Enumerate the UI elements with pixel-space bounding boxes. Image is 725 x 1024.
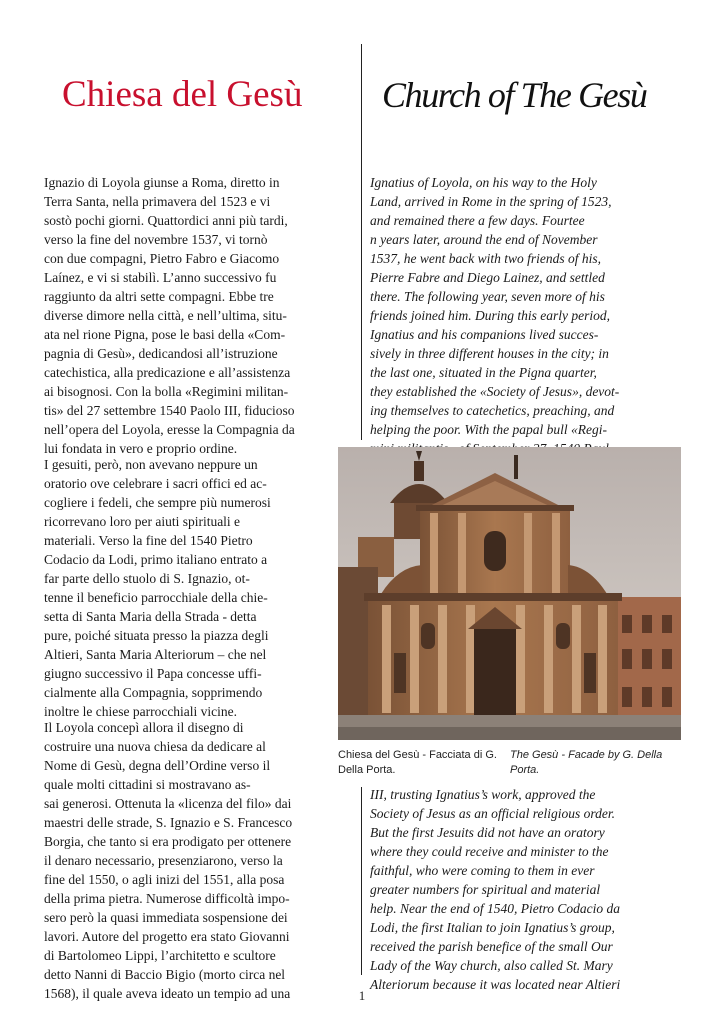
photo-caption-italian: Chiesa del Gesù - Facciata di G. Della Porta. <box>338 749 497 776</box>
english-text-top <box>370 173 680 458</box>
text-line: Land, arrived in Rome in the spring of 1523, <box>370 194 612 209</box>
text-line: they established the «Society of Jesus», devot- <box>370 384 620 399</box>
text-line: ai bisognosi. Con la bolla «Regimini militan- <box>44 384 289 399</box>
text-line: far parte dello stuolo di S. Ignazio, ot- <box>44 571 250 586</box>
text-line: ing themselves to catechetics, preaching, and <box>370 403 615 418</box>
text-line: raggiunto da altri sette compagni. Ebbe tre <box>44 289 274 304</box>
text-line: detto Nanni di Baccio Bigio (morto circa nel <box>44 967 286 982</box>
text-line: pagnia di Gesù», dedicandosi all’istruzione <box>44 346 278 361</box>
text-line: n years later, around the end of November <box>370 232 598 247</box>
text-line: faithful, who were coming to them in ever <box>370 863 595 878</box>
text-line: Borgia, che tanto si era prodigato per ottenere <box>44 834 292 849</box>
text-line: costruire una nuova chiesa da dedicare al <box>44 739 266 754</box>
text-line: received the parish benefice of the small Our <box>370 939 613 954</box>
text-line: fine del 1550, o agli inizi del 1551, alla posa <box>44 872 285 887</box>
text-line: lui fondata in vero e proprio ordine. <box>44 441 238 456</box>
text-line: Ignazio di Loyola giunse a Roma, diretto in <box>44 175 280 190</box>
text-line: 1537, he went back with two friends of his, <box>370 251 601 266</box>
text-line: della prima pietra. Numerose difficoltà impo- <box>44 891 290 906</box>
text-line: tenne il beneficio parrocchiale della chie- <box>44 590 268 605</box>
text-line: Ignatius and his companions lived succes- <box>370 327 599 342</box>
text-line: sostò pochi giorni. Quattordici anni più tardi, <box>44 213 288 228</box>
text-line: I gesuiti, però, non avevano neppure un <box>44 457 258 472</box>
text-line: Ignatius of Loyola, on his way to the Holy <box>370 175 597 190</box>
column-divider-bottom <box>361 787 362 975</box>
text-line: Alteriorum because it was located near Altieri <box>370 977 621 992</box>
text-line: and remained there a few days. Fourtee <box>370 213 585 228</box>
text-line: Il Loyola concepì allora il disegno di <box>44 720 244 735</box>
text-line: Codacio da Lodi, primo italiano entrato a <box>44 552 268 567</box>
text-line: But the first Jesuits did not have an oratory <box>370 825 605 840</box>
text-line: oratorio ove celebrare i sacri offici ed ac- <box>44 476 267 491</box>
text-line: ricorrevano loro per aiuti spirituali e <box>44 514 241 529</box>
text-line: Lady of the Way church, also called St. Mary <box>370 958 613 973</box>
text-line: friends joined him. During this early period, <box>370 308 610 323</box>
text-line: Pierre Fabre and Diego Lainez, and settled <box>370 270 605 285</box>
photo-caption-english: The Gesù - Facade by G. Della Porta. <box>510 749 663 776</box>
text-line: catechistica, alla predicazione e all’assistenza <box>44 365 291 380</box>
text-line: cialmente alla Compagnia, sopprimendo <box>44 685 263 700</box>
text-line: Altieri, Santa Maria Alteriorum – che nel <box>44 647 267 662</box>
church-facade-photo <box>338 447 681 740</box>
text-line: there. The following year, seven more of his <box>370 289 605 304</box>
title-italian: Chiesa del Gesù <box>62 74 303 115</box>
text-line: setta di Santa Maria della Strada - detta <box>44 609 257 624</box>
text-line: sai generosi. Ottenuta la «licenza del filo» dai <box>44 796 292 811</box>
text-line: verso la fine del novembre 1537, vi tornò <box>44 232 268 247</box>
italian-paragraph-3 <box>44 718 356 1003</box>
text-line: lavori. Autore del progetto era stato Giovanni <box>44 929 290 944</box>
text-line: III, trusting Ignatius’s work, approved the <box>370 787 596 802</box>
text-line: Lodi, the first Italian to join Ignatius’s group, <box>370 920 615 935</box>
text-line: ata nel rione Pigna, pose le basi della «Com- <box>44 327 286 342</box>
italian-paragraph-1 <box>44 173 356 458</box>
column-divider-top <box>361 44 362 440</box>
text-line: sero però la quasi immediata sospensione dei <box>44 910 288 925</box>
text-line: 1568), il quale aveva ideato un tempio ad una <box>44 986 291 1001</box>
text-line: cogliere i fedeli, che sempre più numerosi <box>44 495 271 510</box>
text-line: diverse dimore nella città, e nell’ultima, situ- <box>44 308 287 323</box>
text-line: pure, poiché situata presso la piazza degli <box>44 628 269 643</box>
text-line: con due compagni, Pietro Fabro e Giacomo <box>44 251 280 266</box>
text-line: the last one, situated in the Pigna quarter, <box>370 365 597 380</box>
text-line: Society of Jesus as an official religious order. <box>370 806 615 821</box>
text-line: di Bartolomeo Lippi, l’architetto e scultore <box>44 948 276 963</box>
italian-paragraph-2 <box>44 455 356 721</box>
text-line: greater numbers for spiritual and material <box>370 882 601 897</box>
text-line: tis» del 27 settembre 1540 Paolo III, fiducioso <box>44 403 295 418</box>
text-line: il denaro necessario, presenziarono, verso la <box>44 853 283 868</box>
text-line: maestri delle strade, S. Ignazio e S. Francesco <box>44 815 293 830</box>
text-line: inoltre le chiese parrocchiali vicine. <box>44 704 238 719</box>
title-english: Church of The Gesù <box>382 75 647 115</box>
text-line: giugno successivo il Papa concesse uffi- <box>44 666 262 681</box>
text-line: nell’opera del Loyola, eresse la Compagnia da <box>44 422 295 437</box>
english-text-bottom <box>370 785 680 994</box>
text-line: Nome di Gesù, degna dell’Ordine verso il <box>44 758 271 773</box>
text-line: quale molti cittadini si mostravano as- <box>44 777 251 792</box>
text-line: Terra Santa, nella primavera del 1523 e vi <box>44 194 271 209</box>
text-line: where they could receive and minister to the <box>370 844 609 859</box>
text-line: Laínez, e vi si stabilì. L’anno successivo fu <box>44 270 277 285</box>
text-line: sively in three different houses in the city; in <box>370 346 609 361</box>
text-line: materiali. Verso la fine del 1540 Pietro <box>44 533 253 548</box>
page-number: 1 <box>358 988 366 1003</box>
text-line: help. Near the end of 1540, Pietro Codacio da <box>370 901 620 916</box>
text-line: helping the poor. With the papal bull «Regi- <box>370 422 607 437</box>
